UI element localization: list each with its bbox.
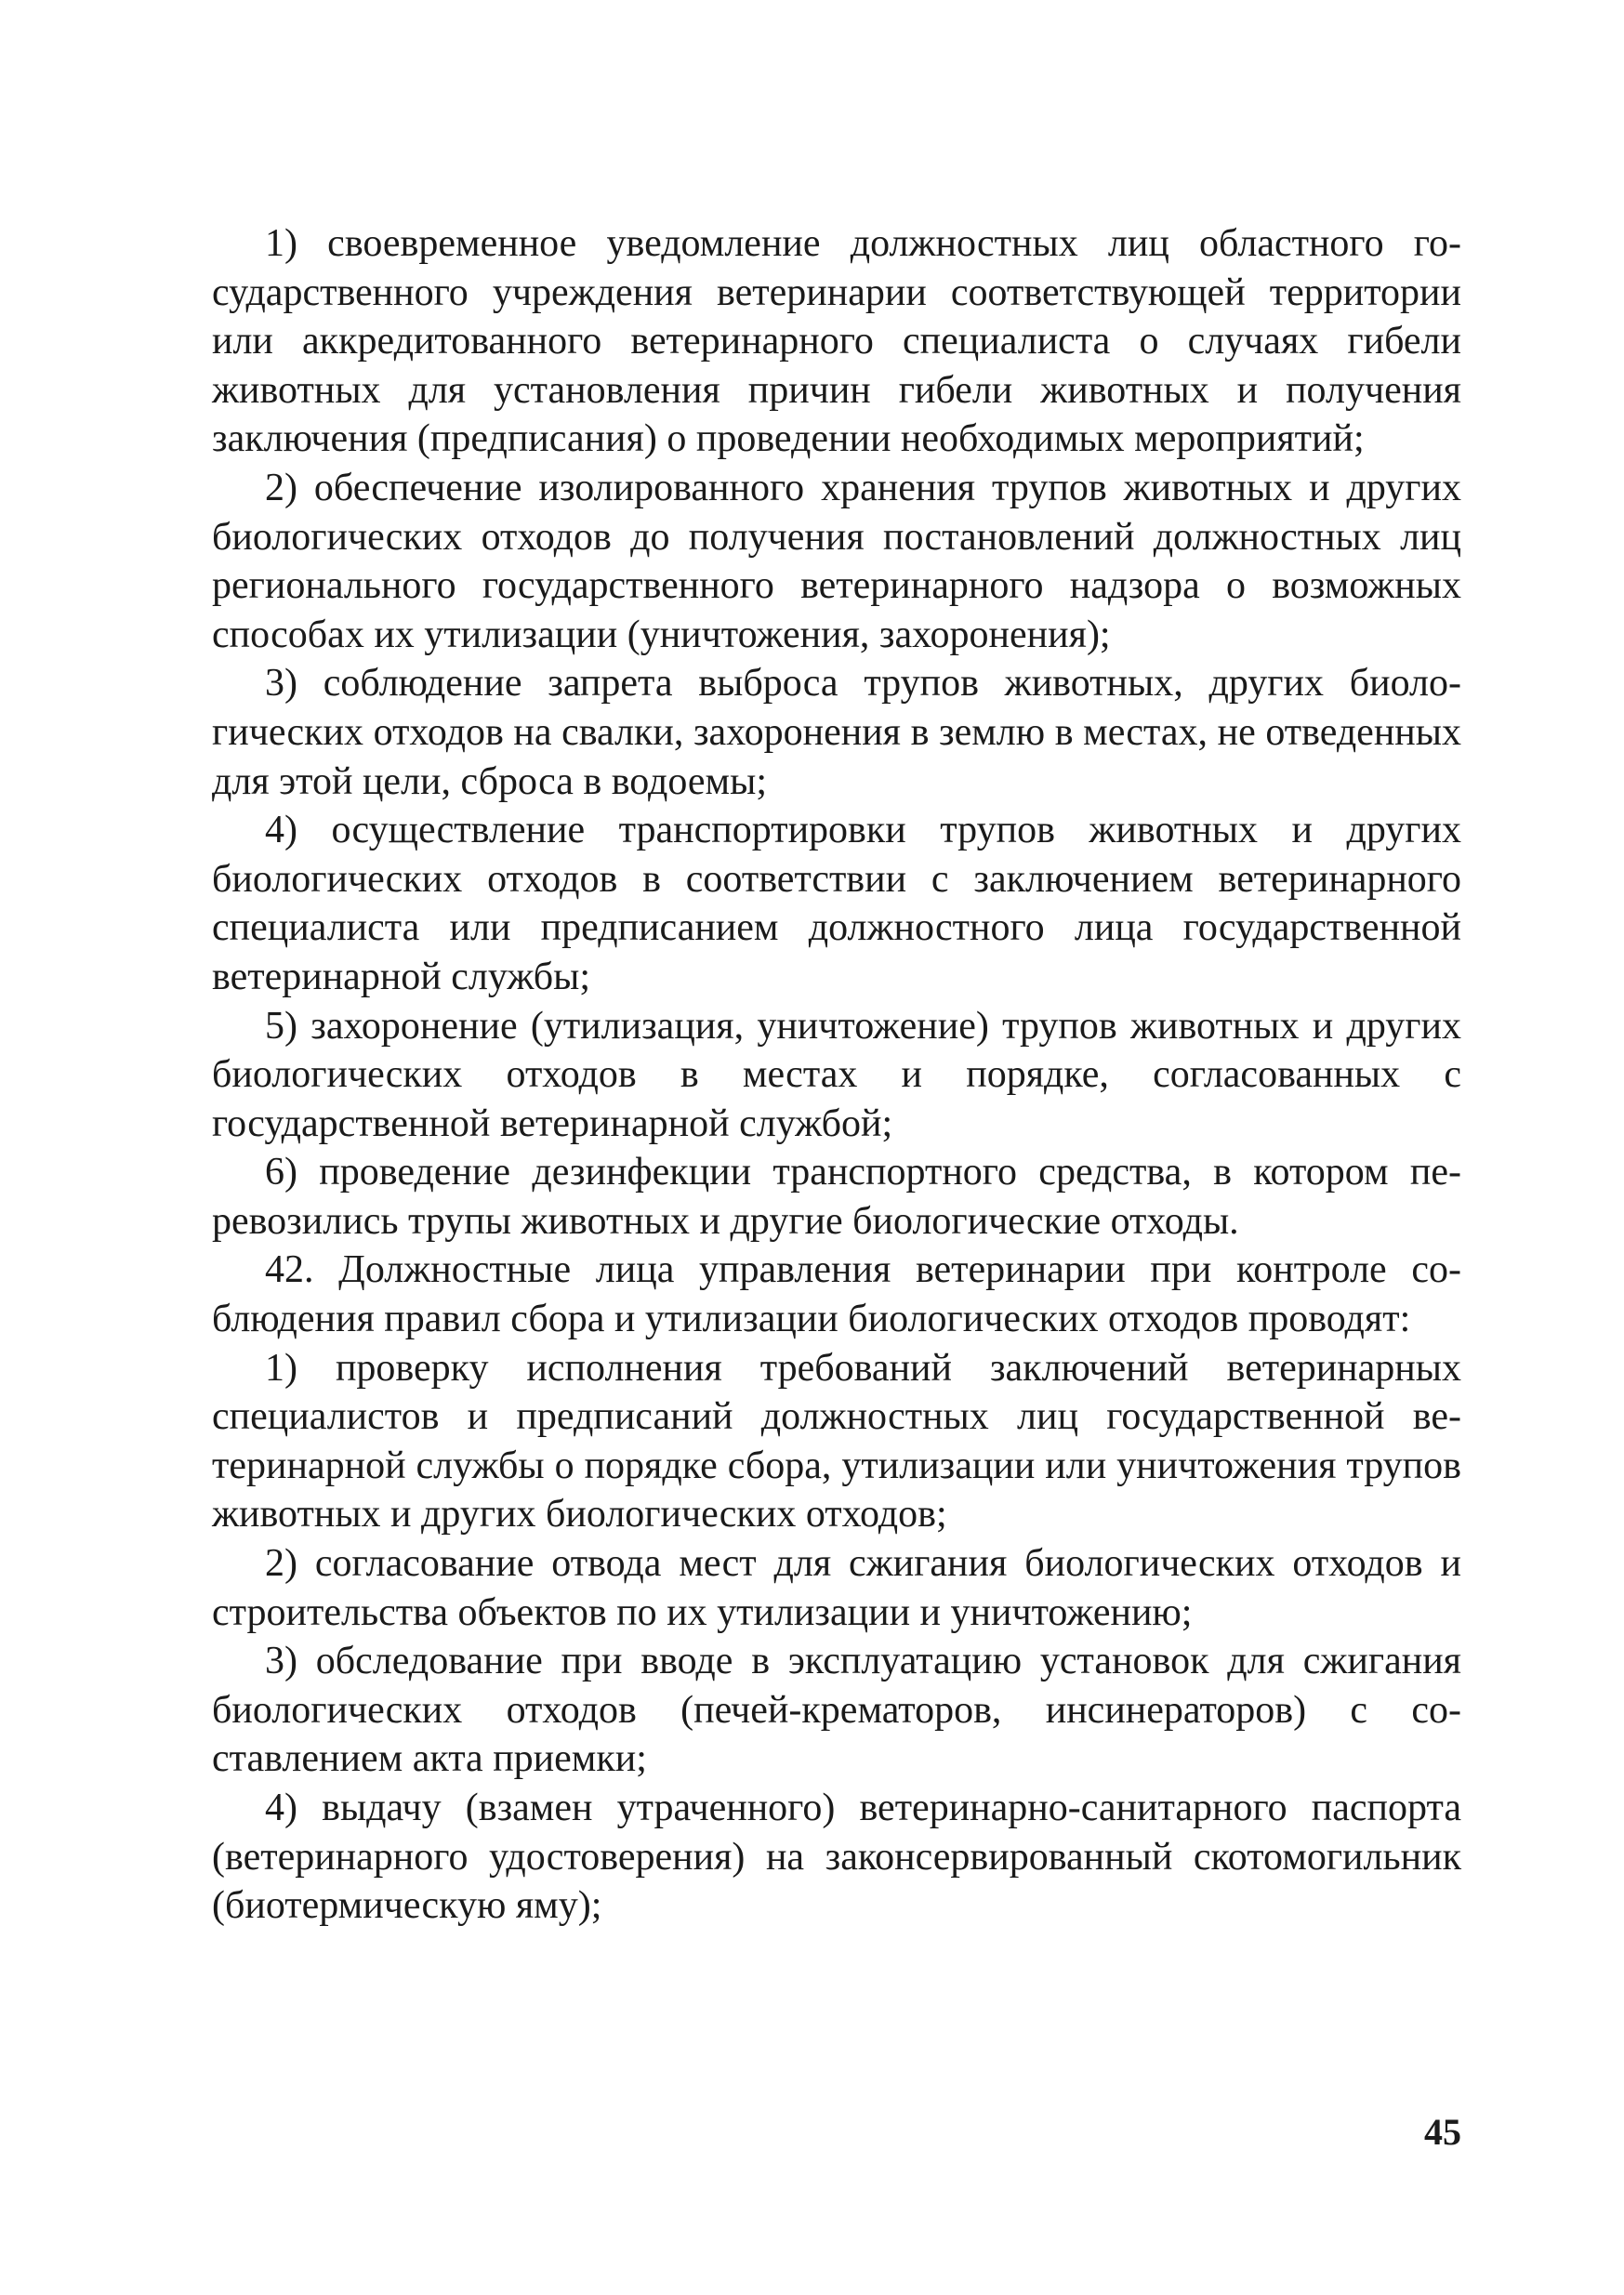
page-number: 45 xyxy=(1424,2111,1461,2153)
paragraph-42-item-3-commissioning: 3) обследование при вводе в эксплуатацию установок для сжигания биологических отходов (печей-крематоров, инсинераторов) с составлением акта приемки; xyxy=(212,1640,1461,1781)
paragraph-item-2-isolated-storage: 2) обеспечение изолированного хранения трупов животных и других биологических отходов до получения постановлений должностных лиц регионального государственного ветеринарного надзора о возможных способах их утилизации (уничтожения, захоронения); xyxy=(212,466,1461,656)
paragraph-42-item-4-passport: 4) выдачу (взамен утраченного) ветеринарно-санитарного паспорта (ветеринарного удостоверения) на законсервированный скотомогильник (биотермическую яму); xyxy=(212,1787,1461,1928)
body-text xyxy=(212,219,1461,1931)
paragraph-item-1-notification: 1) своевременное уведомление должностных лиц областного государственного учреждения ветеринарии соответствующей территории или аккредитованного ветеринарного специалиста о случаях гибели животных для установления причин гибели животных и получения заключения (предписания) о проведении необходимых мероприятий; xyxy=(212,222,1461,461)
paragraph-item-5-burial: 5) захоронение (утилизация, уничтожение) трупов животных и других биологических отходов в местах и порядке, согласованных с государственной ветеринарной службой; xyxy=(212,1004,1461,1145)
paragraph-item-4-transportation: 4) осуществление транспортировки трупов животных и других биологических отходов в соответствии с заключением ветеринарного специалиста или предписанием должностного лица государственной ветеринарной службы; xyxy=(212,809,1461,998)
paragraph-42-item-1-inspection: 1) проверку исполнения требований заключений ветеринарных специалистов и предписаний должностных лиц государственной ветеринарной службы о порядке сбора, утилизации или уничтожения трупов животных и других биологических отходов; xyxy=(212,1346,1461,1537)
paragraph-42-item-2-site-approval: 2) согласование отвода мест для сжигания биологических отходов и строительства объектов по их утилизации и уничтожению; xyxy=(212,1542,1461,1634)
paragraph-section-42: 42. Должностные лица управления ветеринарии при контроле соблюдения правил сбора и утилизации биологических отходов проводят: xyxy=(212,1248,1461,1341)
paragraph-item-6-disinfection: 6) проведение дезинфекции транспортного средства, в котором перевозились трупы животных и другие биологические отходы. xyxy=(212,1151,1461,1243)
paragraph-item-3-disposal-ban: 3) соблюдение запрета выброса трупов животных, других биологических отходов на свалки, захоронения в землю в местах, не отведенных для этой цели, сброса в водоемы; xyxy=(212,662,1461,803)
